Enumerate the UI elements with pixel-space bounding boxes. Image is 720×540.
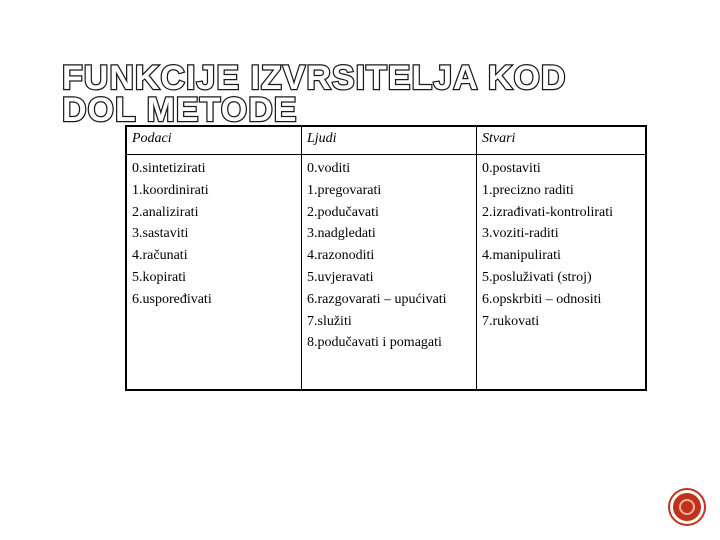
list-item: 6.razgovarati – upućivati	[307, 291, 447, 307]
list-item: 2.analizirati	[132, 204, 199, 220]
list-item: 5.kopirati	[132, 269, 187, 285]
header-ljudi: Ljudi	[302, 127, 477, 155]
list-item: 7.rukovati	[482, 313, 540, 329]
list-item: 1.precizno raditi	[482, 182, 574, 198]
slide-title: FUNKCIJE IZVRSITELJA KOD DOL METODE	[62, 59, 567, 129]
list-item: 5.uvjeravati	[307, 269, 374, 285]
list-item: 6.opskrbiti – odnositi	[482, 291, 602, 307]
list-item: 6.uspoređivati	[132, 291, 212, 307]
list-item: 3.nadgledati	[307, 226, 376, 242]
list-item: 2.podučavati	[307, 204, 379, 220]
list-item: 1.koordinirati	[132, 182, 209, 198]
column-stvari	[477, 155, 645, 389]
functions-table	[125, 125, 647, 391]
list-item: 0.voditi	[307, 161, 351, 176]
header-stvari: Stvari	[477, 127, 645, 155]
list-item: 7.služiti	[307, 313, 352, 329]
list-item: 8.podučavati i pomagati	[307, 335, 442, 351]
list-item: 3.voziti-raditi	[482, 226, 559, 242]
header-podaci: Podaci	[127, 127, 302, 155]
column-podaci	[127, 155, 302, 389]
list-item: 2.izrađivati-kontrolirati	[482, 204, 614, 220]
column-ljudi	[302, 155, 477, 389]
circle-logo-icon	[670, 490, 704, 524]
list-item: 3.sastaviti	[132, 226, 189, 242]
list-item: 0.postaviti	[482, 161, 541, 176]
list-item: 4.računati	[132, 248, 188, 264]
list-item: 1.pregovarati	[307, 182, 382, 198]
list-item: 4.razonoditi	[307, 248, 375, 264]
list-item: 5.posluživati (stroj)	[482, 269, 592, 285]
list-item: 0.sintetizirati	[132, 161, 206, 176]
list-item: 4.manipulirati	[482, 248, 561, 264]
